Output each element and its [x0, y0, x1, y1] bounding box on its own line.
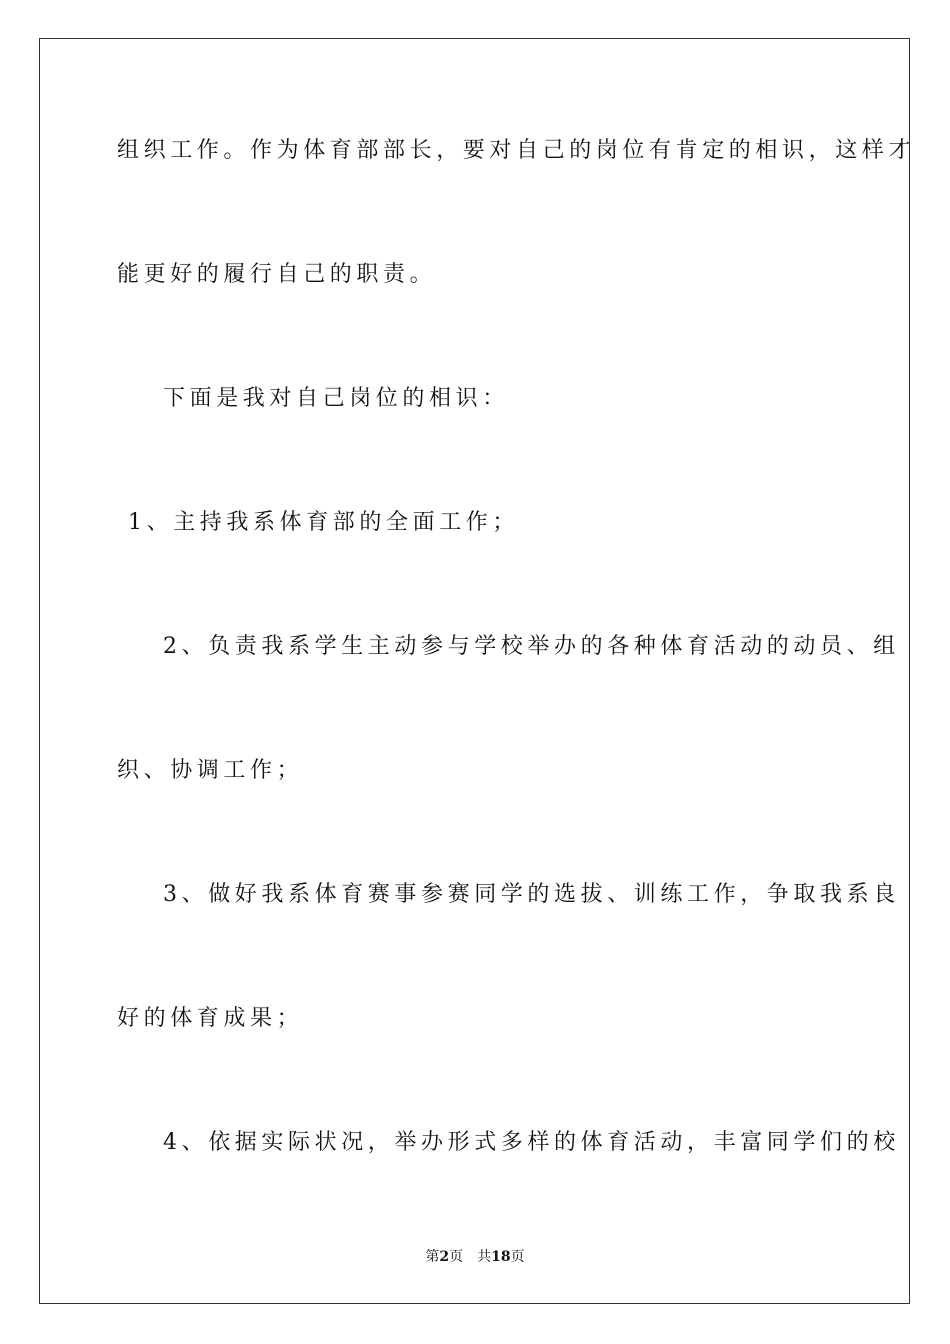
footer-total-pages: 18 — [491, 1249, 511, 1265]
paragraph-line: 织、协调工作； — [117, 758, 304, 783]
page-footer — [0, 1248, 950, 1266]
footer-total-suffix: 页 — [510, 1249, 525, 1265]
list-item: 4、依据实际状况，举办形式多样的体育活动，丰富同学们的校 — [163, 1130, 900, 1155]
list-item: 2、负责我系学生主动参与学校举办的各种体育活动的动员、组 — [163, 634, 900, 659]
footer-page-prefix: 第 — [425, 1249, 440, 1265]
paragraph-line: 下面是我对自己岗位的相识： — [163, 386, 509, 411]
footer-total-prefix: 共 — [477, 1249, 492, 1265]
list-item: 1、主持我系体育部的全面工作； — [128, 510, 519, 535]
paragraph-line: 组织工作。作为体育部部长，要对自己的岗位有肯定的相识，这样才 — [117, 138, 916, 163]
footer-page-suffix: 页 — [449, 1249, 464, 1265]
paragraph-line: 好的体育成果； — [117, 1006, 304, 1031]
paragraph-line: 能更好的履行自己的职责。 — [117, 262, 437, 287]
page-border — [39, 38, 910, 1304]
footer-page-number: 2 — [439, 1249, 450, 1265]
list-item: 3、做好我系体育赛事参赛同学的选拔、训练工作，争取我系良 — [163, 882, 900, 907]
